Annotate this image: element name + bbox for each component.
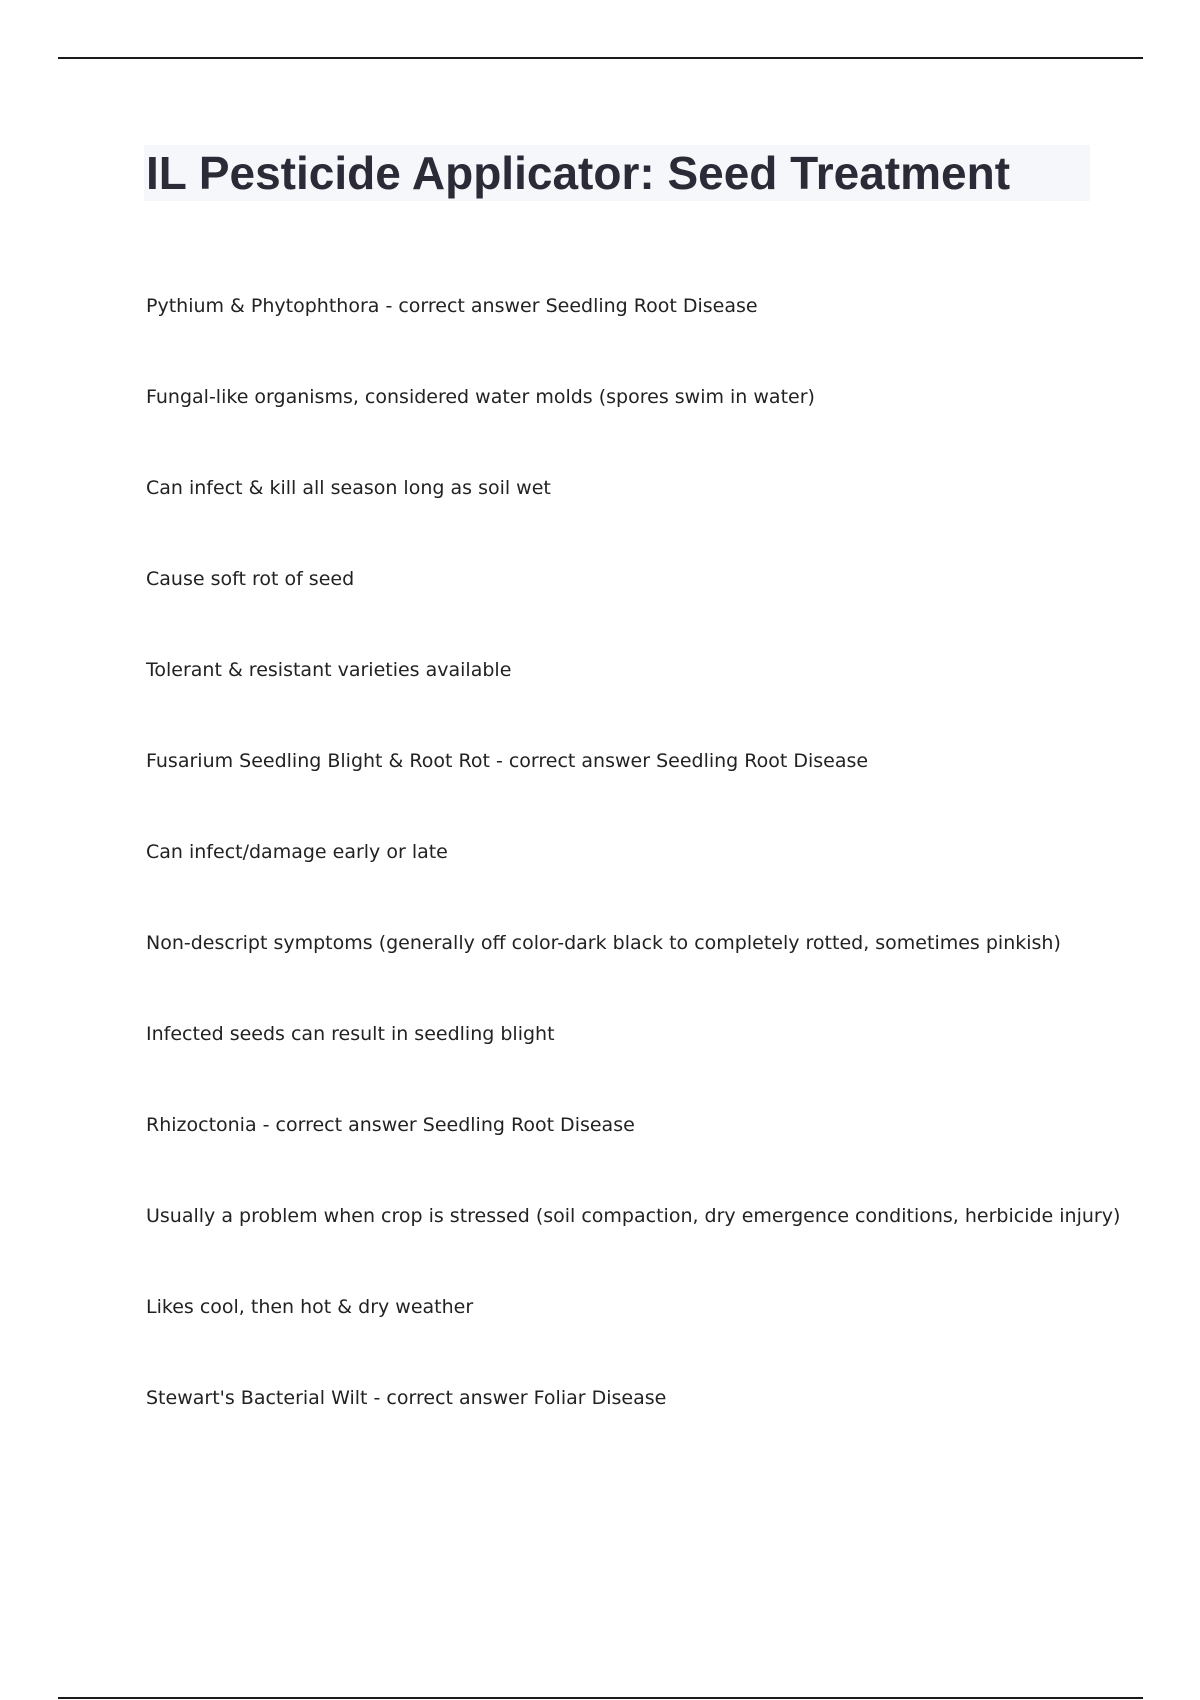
top-rule xyxy=(58,57,1143,59)
flashcard-line: Rhizoctonia - correct answer Seedling Root Disease xyxy=(146,1114,635,1136)
flashcard-line: Fungal-like organisms, considered water molds (spores swim in water) xyxy=(146,386,815,408)
flashcard-line: Fusarium Seedling Blight & Root Rot - correct answer Seedling Root Disease xyxy=(146,750,869,772)
flashcard-line: Pythium & Phytophthora - correct answer Seedling Root Disease xyxy=(146,295,758,317)
flashcard-line: Can infect/damage early or late xyxy=(146,841,448,863)
document-title: IL Pesticide Applicator: Seed Treatment xyxy=(146,147,1011,199)
flashcard-line: Cause soft rot of seed xyxy=(146,568,355,590)
flashcard-line: Tolerant & resistant varieties available xyxy=(146,659,512,681)
flashcard-line: Likes cool, then hot & dry weather xyxy=(146,1296,474,1318)
flashcard-line: Can infect & kill all season long as soil wet xyxy=(146,477,551,499)
flashcard-line: Non-descript symptoms (generally off color-dark black to completely rotted, sometimes pinkish) xyxy=(146,932,1061,954)
flashcard-list xyxy=(146,292,1121,1475)
flashcard-line: Stewart's Bacterial Wilt - correct answer Foliar Disease xyxy=(146,1387,667,1409)
flashcard-line: Usually a problem when crop is stressed (soil compaction, dry emergence conditions, herbicide injury) xyxy=(146,1205,1121,1227)
bottom-rule xyxy=(58,1697,1143,1699)
flashcard-line: Infected seeds can result in seedling blight xyxy=(146,1023,555,1045)
